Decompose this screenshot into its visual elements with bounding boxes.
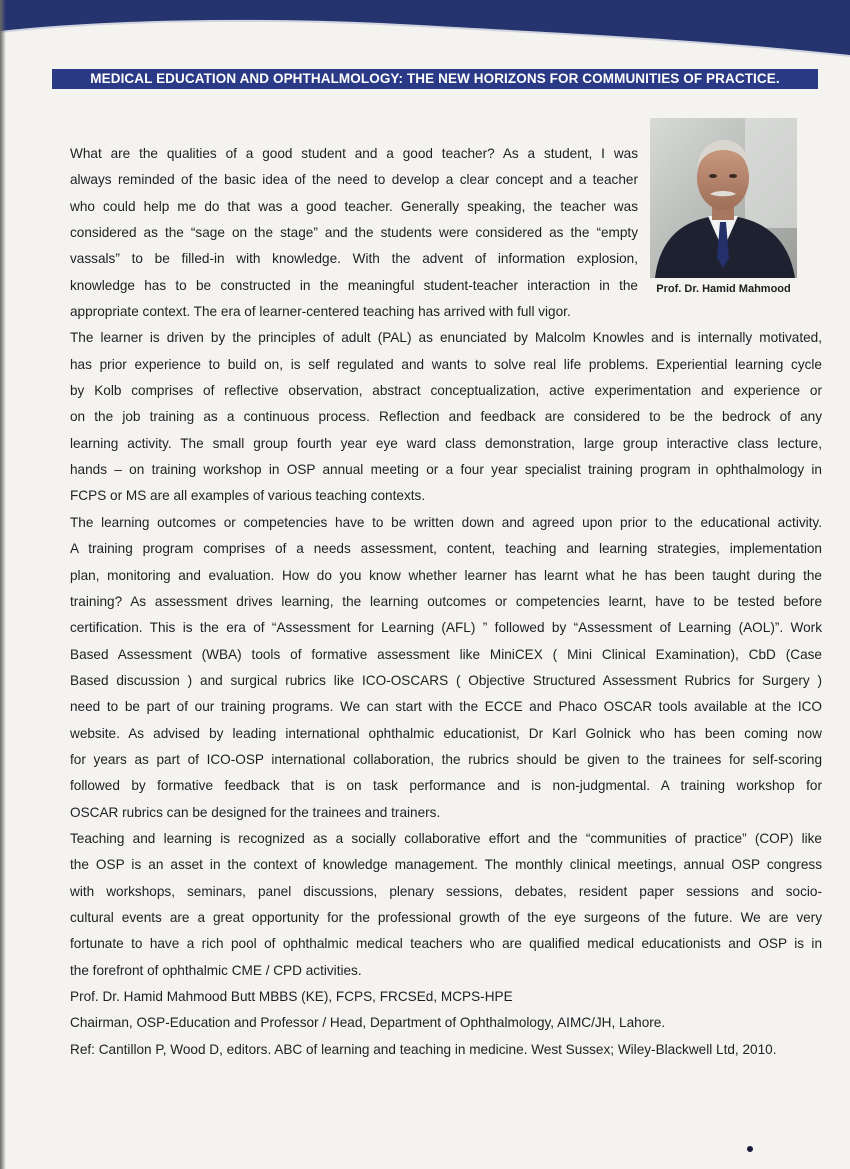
body-line: the OSP is an asset in the context of knowledge management. The monthly clinical meetings, annual OSP congress (70, 857, 822, 873)
body-line: for years as part of ICO-OSP international collaboration, the rubrics should be given to the trainees for self-scoring (70, 751, 822, 767)
body-line: website. As advised by leading international ophthalmic educationist, Dr Karl Golnick who has been coming now (70, 725, 822, 741)
body-line: fortunate to have a rich pool of ophthalmic medical teachers who are qualified medical educationists and OSP is in (70, 936, 822, 952)
body-line: certification. This is the era of “Assessment for Learning (AFL) ” followed by “Assessment of Learning (AOL)”. Work (70, 620, 822, 636)
body-line: appropriate context. The era of learner-centered teaching has arrived with full vigor. (70, 304, 571, 320)
body-line: plan, monitoring and evaluation. How do you know whether learner has learnt what he has been taught during the (70, 567, 822, 583)
page-mark (747, 1146, 753, 1152)
body-line: Based Assessment (WBA) tools of formative assessment like MiniCEX ( Mini Clinical Examination), CbD (Case (70, 646, 822, 662)
body-line: who could help me do that was a good teacher. Generally speaking, the teacher was (70, 198, 638, 214)
page-edge-shadow (0, 0, 6, 1169)
body-line: FCPS or MS are all examples of various teaching contexts. (70, 488, 426, 504)
body-line: learning activity. The small group fourth year eye ward class demonstration, large group interactive class lecture, (70, 435, 822, 451)
body-line: training? As assessment drives learning, the learning outcomes or competencies learnt, have to be tested before (70, 593, 822, 609)
body-line: hands – on training workshop in OSP annual meeting or a four year specialist training program in ophthalmology in (70, 462, 822, 478)
body-line: A training program comprises of a needs assessment, content, teaching and learning strategies, implementation (70, 541, 822, 557)
body-line: has prior experience to build on, is self regulated and wants to solve real life problems. Experiential learning cycle (70, 356, 822, 372)
body-line: with workshops, seminars, panel discussions, plenary sessions, debates, resident paper sessions and socio- (70, 883, 822, 899)
body-line: need to be part of our training programs. We can start with the ECCE and Phaco OSCAR tools available at the ICO (70, 699, 822, 715)
body-line: by Kolb comprises of reflective observation, abstract conceptualization, active experimentation and experience or (70, 383, 822, 399)
body-line: Teaching and learning is recognized as a socially collaborative effort and the “communities of practice” (COP) like (70, 830, 822, 846)
article-title: MEDICAL EDUCATION AND OPHTHALMOLOGY: THE NEW HORIZONS FOR COMMUNITIES OF PRACTICE. (52, 69, 818, 89)
body-line: cultural events are a great opportunity for the professional growth of the eye surgeons of the future. We are very (70, 909, 822, 925)
body-line: on the job training as a continuous process. Reflection and feedback are considered to be the bedrock of any (70, 409, 822, 425)
body-line: considered as the “sage on the stage” and the students were considered as the “empty (70, 225, 638, 241)
body-line: always reminded of the basic idea of the need to develop a clear concept and a teacher (70, 172, 638, 188)
affiliation-line: Chairman, OSP-Education and Professor / Head, Department of Ophthalmology, AIMC/JH, Lahore. (70, 1015, 666, 1031)
author-line: Prof. Dr. Hamid Mahmood Butt MBBS (KE), FCPS, FRCSEd, MCPS-HPE (70, 989, 513, 1004)
body-line: What are the qualities of a good student and a good teacher? As a student, I was (70, 146, 638, 161)
body-line: The learning outcomes or competencies have to be written down and agreed upon prior to the educational activity. (70, 514, 822, 530)
body-line: Based discussion ) and surgical rubrics like ICO-OSCARS ( Objective Structured Assessment Rubrics for Surgery ) (70, 672, 822, 688)
body-line: knowledge has to be constructed in the meaningful student-teacher interaction in the (70, 277, 638, 293)
reference-line: Ref: Cantillon P, Wood D, editors. ABC of learning and teaching in medicine. West Sussex; Wiley-Blackwell Ltd, 2010. (70, 1041, 777, 1057)
body-line: the forefront of ophthalmic CME / CPD activities. (70, 962, 362, 978)
body-line: OSCAR rubrics can be designed for the trainees and trainers. (70, 804, 441, 820)
body-line: The learner is driven by the principles of adult (PAL) as enunciated by Malcolm Knowles and is internally motivated, (70, 330, 822, 346)
body-line: followed by formative feedback that is on task performance and is non-judgmental. A training workshop for (70, 778, 822, 794)
article-body (70, 141, 822, 1063)
photo-caption: Prof. Dr. Hamid Mahmood (656, 283, 791, 295)
header-wave (0, 0, 850, 60)
body-line: vassals” to be filled-in with knowledge. With the advent of information explosion, (70, 251, 638, 267)
